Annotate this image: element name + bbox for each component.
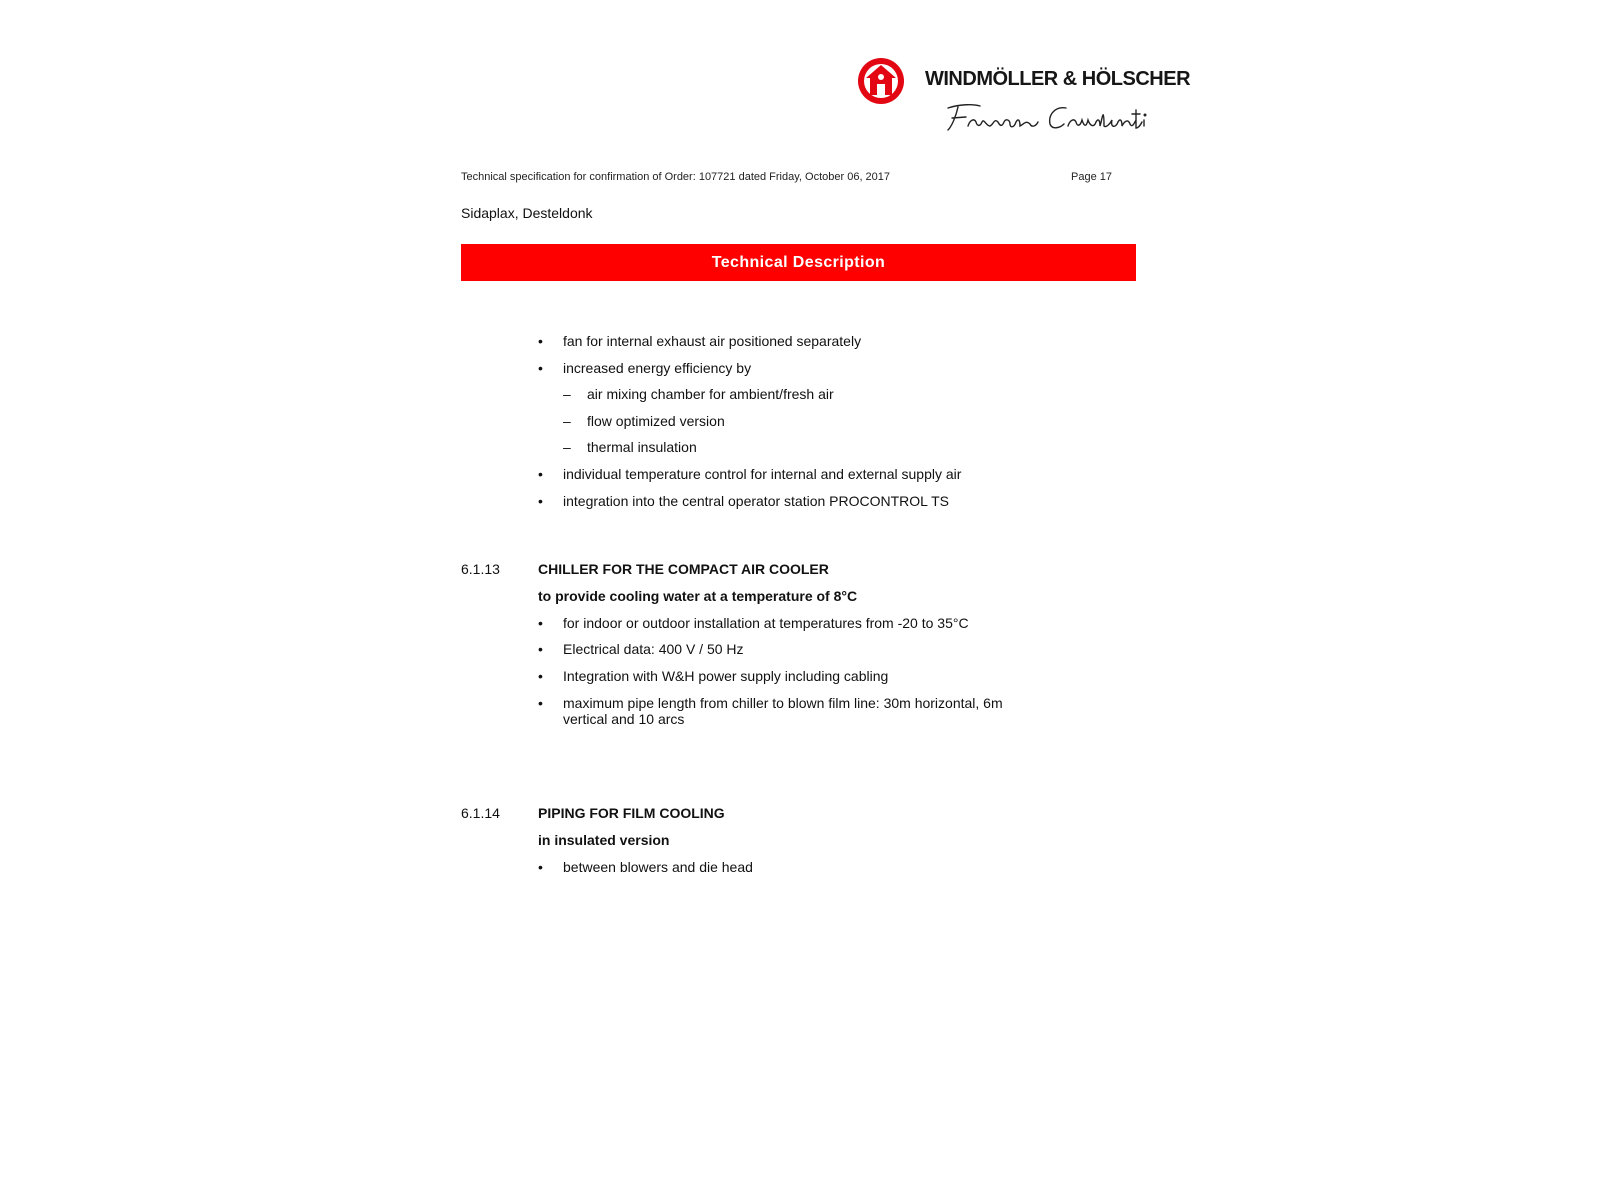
section-number: 6.1.14 [461, 805, 500, 821]
list-item: individual temperature control for internal and external supply air [563, 466, 962, 482]
list-item: between blowers and die head [563, 859, 753, 875]
section-subtitle: in insulated version [538, 832, 670, 848]
bullet-icon: • [538, 466, 543, 482]
dash-icon: – [563, 386, 571, 402]
list-item: for indoor or outdoor installation at temperatures from -20 to 35°C [563, 615, 969, 631]
section-title: CHILLER FOR THE COMPACT AIR COOLER [538, 561, 829, 577]
list-item: maximum pipe length from chiller to blown film line: 30m horizontal, 6m [563, 695, 1003, 711]
bullet-icon: • [538, 859, 543, 875]
list-item: integration into the central operator station PROCONTROL TS [563, 493, 949, 509]
list-item: fan for internal exhaust air positioned separately [563, 333, 862, 349]
dash-icon: – [563, 439, 571, 455]
bullet-icon: • [538, 493, 543, 509]
banner-title: Technical Description [711, 253, 886, 271]
list-item-continuation: vertical and 10 arcs [563, 711, 685, 727]
bullet-icon: • [538, 695, 543, 711]
customer-name: Sidaplax, Desteldonk [461, 205, 593, 221]
wh-logo-icon [856, 56, 906, 106]
section-banner [461, 244, 1136, 281]
dash-icon: – [563, 413, 571, 429]
list-item: Integration with W&H power supply including cabling [563, 668, 889, 684]
section-subtitle: to provide cooling water at a temperature of 8°C [538, 588, 858, 604]
page-number: Page 17 [1071, 171, 1112, 183]
section-number: 6.1.13 [461, 561, 500, 577]
bullet-icon: • [538, 360, 543, 376]
bullet-icon: • [538, 668, 543, 684]
list-item: Electrical data: 400 V / 50 Hz [563, 641, 744, 657]
bullet-icon: • [538, 333, 543, 349]
sub-list-item: thermal insulation [587, 439, 697, 455]
sub-list-item: flow optimized version [587, 413, 725, 429]
list-item: increased energy efficiency by [563, 360, 752, 376]
signature-image [940, 98, 1170, 138]
bullet-icon: • [538, 615, 543, 631]
order-spec-line: Technical specification for confirmation of Order: 107721 dated Friday, October 06, 2017 [461, 171, 891, 183]
brand-name: WINDMÖLLER & HÖLSCHER [925, 68, 1191, 90]
section-title: PIPING FOR FILM COOLING [538, 805, 725, 821]
bullet-icon: • [538, 641, 543, 657]
sub-list-item: air mixing chamber for ambient/fresh air [587, 386, 834, 402]
